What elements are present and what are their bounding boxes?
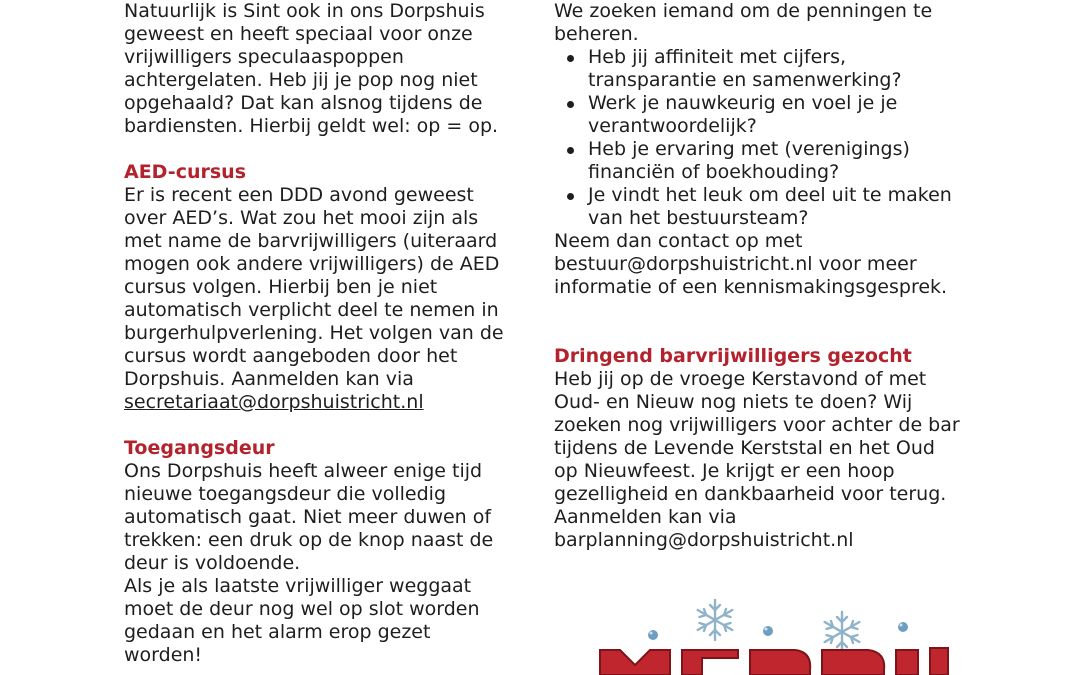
aed-text-line: cursus wordt aangeboden door het <box>124 345 458 367</box>
list-item <box>554 46 994 92</box>
barplanning-email-line: barplanning@dorpshuistricht.nl <box>554 529 854 551</box>
snowflake-icon <box>825 612 860 652</box>
ornament-ball-icon <box>648 630 658 640</box>
toegangsdeur-section <box>124 437 524 667</box>
right-column <box>554 0 994 552</box>
barvrijwilligers-heading: Dringend barvrijwilligers gezocht <box>554 345 912 367</box>
list-item <box>554 184 994 230</box>
barvrijwilligers-text-line: op Nieuwfeest. Je krijgt er een hoop <box>554 460 895 482</box>
barvrijwilligers-text-line: Heb jij op de vroege Kerstavond of met <box>554 368 927 390</box>
toegangsdeur-heading: Toegangsdeur <box>124 437 275 459</box>
christmas-banner-graphic <box>590 590 990 675</box>
aed-text-line: mogen ook andere vrijwilligers) de AED <box>124 253 500 275</box>
contact-text-line: bestuur@dorpshuistricht.nl voor meer <box>554 253 917 275</box>
aed-text-line: automatisch verplicht deel te nemen in <box>124 299 499 321</box>
bullet-text-line: Heb jij affiniteit met cijfers, <box>588 46 847 68</box>
penningmeester-text-line: We zoeken iemand om de penningen te <box>554 0 933 22</box>
toegangsdeur-text-line: deur is voldoende. <box>124 552 301 574</box>
list-item <box>554 138 994 184</box>
sint-text-line: vrijwilligers speculaaspoppen <box>124 46 404 68</box>
ornament-ball-icon <box>898 622 908 632</box>
list-item <box>554 92 994 138</box>
penningmeester-text-line: beheren. <box>554 23 639 45</box>
barvrijwilligers-text-line: gezelligheid en dankbaarheid voor terug. <box>554 483 947 505</box>
banner-lettering-graphic <box>600 648 948 675</box>
aed-text-line: burgerhulpverlening. Het volgen van de <box>124 322 504 344</box>
toegangsdeur-text-line: trekken: een druk op de knop naast de <box>124 529 494 551</box>
aed-text-line: Er is recent een DDD avond geweest <box>124 184 474 206</box>
bullet-text-line: Werk je nauwkeurig en voel je je <box>588 92 898 114</box>
aed-text-line: over AED’s. Wat zou het mooi zijn als <box>124 207 479 229</box>
toegangsdeur-text-line: worden! <box>124 644 203 666</box>
aed-heading: AED-cursus <box>124 161 246 183</box>
sint-text-line: bardiensten. Hierbij geldt wel: op = op. <box>124 115 499 137</box>
bullet-text-line: Je vindt het leuk om deel uit te maken <box>588 184 952 206</box>
penningmeester-bullet-list <box>554 46 994 230</box>
barvrijwilligers-text-line: zoeken nog vrijwilligers voor achter de bar <box>554 414 960 436</box>
snowflake-icon <box>698 600 733 640</box>
aed-section <box>124 161 524 414</box>
bullet-text-line: verantwoordelijk? <box>588 115 757 137</box>
left-column <box>124 0 524 667</box>
bullet-text-line: van het bestuursteam? <box>588 207 809 229</box>
ornament-ball-icon <box>763 626 773 636</box>
contact-text-line: informatie of een kennismakingsgesprek. <box>554 276 948 298</box>
sint-text-line: achtergelaten. Heb jij je pop nog niet <box>124 69 478 91</box>
sint-section <box>124 0 524 138</box>
toegangsdeur-text-line: automatisch gaat. Niet meer duwen of <box>124 506 492 528</box>
sint-text-line: Natuurlijk is Sint ook in ons Dorpshuis <box>124 0 485 22</box>
christmas-banner-decoration <box>590 590 990 675</box>
sint-text-line: opgehaald? Dat kan alsnog tijdens de <box>124 92 483 114</box>
bullet-text-line: financiën of boekhouding? <box>588 161 840 183</box>
aed-text-line: cursus volgen. Hierbij ben je niet <box>124 276 438 298</box>
toegangsdeur-text-line: gedaan en het alarm erop gezet <box>124 621 431 643</box>
toegangsdeur-text-line: Ons Dorpshuis heeft alweer enige tijd <box>124 460 483 482</box>
contact-text-line: Neem dan contact op met <box>554 230 803 252</box>
barvrijwilligers-text-line: Oud- en Nieuw nog niets te doen? Wij <box>554 391 913 413</box>
barvrijwilligers-text-line: tijdens de Levende Kerststal en het Oud <box>554 437 935 459</box>
toegangsdeur-text-line: nieuwe toegangsdeur die volledig <box>124 483 447 505</box>
aed-text-line: met name de barvrijwilligers (uiteraard <box>124 230 498 252</box>
secretariaat-email-link[interactable]: secretariaat@dorpshuistricht.nl <box>124 391 424 413</box>
toegangsdeur-text-line: moet de deur nog wel op slot worden <box>124 598 480 620</box>
aed-text-line: Dorpshuis. Aanmelden kan via <box>124 368 414 390</box>
barvrijwilligers-text-line: Aanmelden kan via <box>554 506 737 528</box>
toegangsdeur-text-line: Als je als laatste vrijwilliger weggaat <box>124 575 472 597</box>
barvrijwilligers-section <box>554 345 994 552</box>
bullet-text-line: transparantie en samenwerking? <box>588 69 902 91</box>
bullet-text-line: Heb je ervaring met (verenigings) <box>588 138 910 160</box>
penningmeester-section <box>554 0 994 299</box>
sint-text-line: geweest en heeft speciaal voor onze <box>124 23 473 45</box>
